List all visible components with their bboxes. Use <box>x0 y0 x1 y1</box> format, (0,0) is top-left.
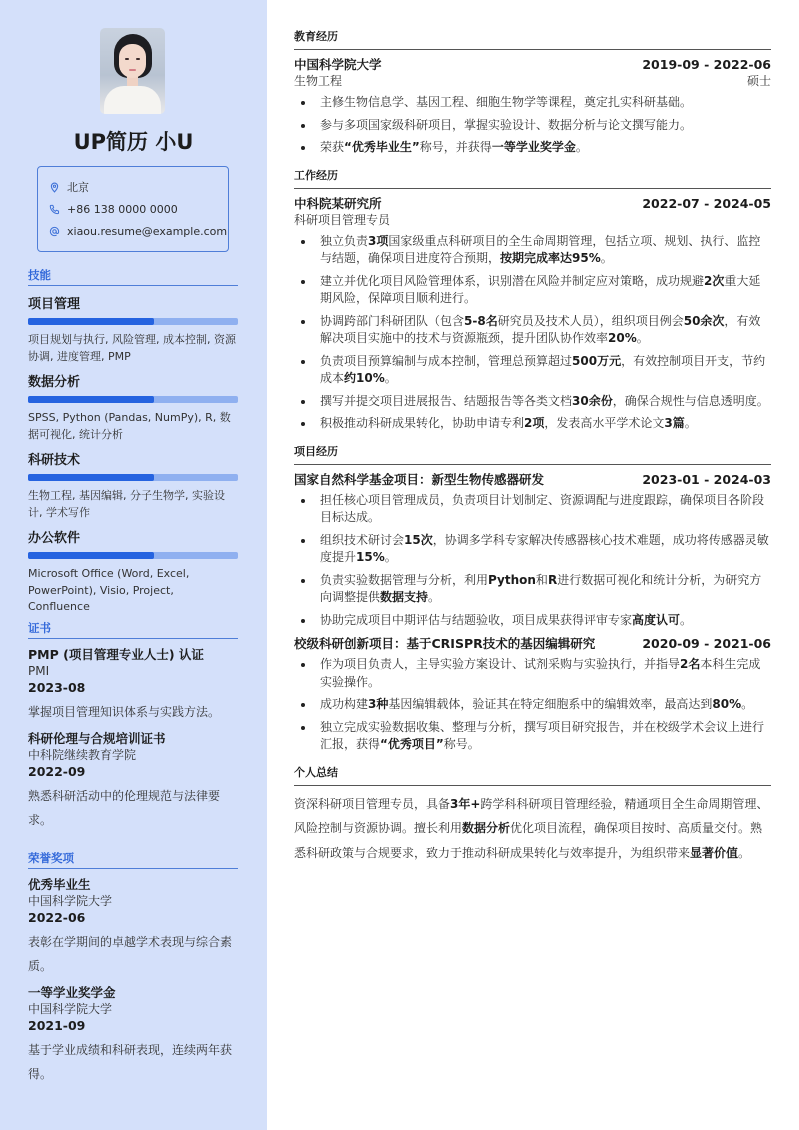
bullet-item: 作为项目负责人，主导实验方案设计、试剂采购与实验执行，并指导2名本科生完成实验操作。 <box>294 656 771 691</box>
skill-level-bar <box>28 318 238 325</box>
profile-photo <box>100 28 165 114</box>
bullet-item: 组织技术研讨会15次，协调多学科专家解决传感器核心技术难题，成功将传感器灵敏度提升15%。 <box>294 532 771 567</box>
work-dates: 2022-07 - 2024-05 <box>642 195 771 211</box>
skill-level-bar <box>28 474 238 481</box>
project-item <box>294 635 771 754</box>
honor-item: 优秀毕业生 中国科学院大学 2022-06 表彰在学期间的卓越学术表现与综合素质。 <box>28 877 233 973</box>
contact-phone-text: +86 138 0000 0000 <box>67 202 178 216</box>
candidate-name: UP简历 小U <box>73 130 194 154</box>
major: 生物工程 <box>294 74 343 88</box>
skills-heading: 技能 <box>28 267 238 286</box>
phone-icon <box>49 204 60 215</box>
bullet-item: 负责实验数据管理与分析，利用Python和R进行数据可视化和统计分析，为研究方向调整提供数据支持。 <box>294 572 771 607</box>
sidebar <box>0 0 267 1130</box>
skill-item: 科研技术 生物工程, 基因编辑, 分子生物学, 实验设计, 学术写作 <box>28 449 238 521</box>
project-title: 校级科研创新项目：基于CRISPR技术的基因编辑研究 <box>294 636 596 651</box>
bullet-item: 参与多项国家级科研项目，掌握实验设计、数据分析与论文撰写能力。 <box>294 117 771 135</box>
bullet-item: 独立完成实验数据收集、整理与分析，撰写项目研究报告，并在校级学术会议上进行汇报，获得“优秀项目”称号。 <box>294 719 771 754</box>
work-heading: 工作经历 <box>294 167 771 189</box>
skill-item: 项目管理 项目规划与执行, 风险管理, 成本控制, 资源协调, 进度管理, PMP <box>28 293 238 365</box>
bullet-item: 主修生物信息学、基因工程、细胞生物学等课程，奠定扎实科研基础。 <box>294 94 771 112</box>
project-item <box>294 471 771 630</box>
skill-level-fill <box>28 396 154 403</box>
skill-item: 办公软件 Microsoft Office (Word, Excel, PowerPoint), Visio, Project, Confluence <box>28 527 238 616</box>
certificate-item: 科研伦理与合规培训证书 中科院继续教育学院 2022-09 熟悉科研活动中的伦理规范与法律要求。 <box>28 731 221 827</box>
bullet-item: 担任核心项目管理成员，负责项目计划制定、资源调配与进度跟踪，确保项目各阶段目标达成。 <box>294 492 771 527</box>
skill-level-fill <box>28 474 154 481</box>
bullet-item: 荣获“优秀毕业生”称号，并获得一等学业奖学金。 <box>294 139 771 157</box>
contact-email[interactable] <box>49 220 228 242</box>
contact-phone[interactable] <box>49 198 228 220</box>
honors-heading: 荣誉奖项 <box>28 850 238 869</box>
education-dates: 2019-09 - 2022-06 <box>642 57 771 72</box>
summary-text: 资深科研项目管理专员，具备3年+跨学科科研项目管理经验，精通项目全生命周期管理、风险控制与资源协调。擅长利用数据分析优化项目流程，确保项目按时、高质量交付。熟悉科研政策与合规要求，致力于推动科研成果转化与效率提升，为组织带来显著价值。 <box>294 796 769 860</box>
contact-location <box>49 176 228 198</box>
contact-email-text: xiaou.resume@example.com <box>67 224 228 238</box>
bullet-item: 撰写并提交项目进展报告、结题报告等各类文档30余份，确保合规性与信息透明度。 <box>294 393 771 411</box>
skills-section <box>28 267 238 622</box>
skill-level-fill <box>28 318 154 325</box>
bullet-item: 协助完成项目中期评估与结题验收，项目成果获得评审专家高度认可。 <box>294 612 771 630</box>
work-bullets <box>294 233 771 433</box>
bullet-item: 独立负责3项国家级重点科研项目的全生命周期管理，包括立项、规划、执行、监控与结题，确保项目进度符合预期，按期完成率达95%。 <box>294 233 771 268</box>
school-name: 中国科学院大学 <box>294 57 382 72</box>
project-bullets <box>294 656 771 754</box>
location-pin-icon <box>49 182 60 193</box>
education-section <box>294 28 771 157</box>
bullet-item: 建立并优化项目风险管理体系，识别潜在风险并制定应对策略，成功规避2次重大延期风险，保障项目顺利进行。 <box>294 273 771 308</box>
projects-section <box>294 443 771 754</box>
bullet-item: 协调跨部门科研团队（包含5-8名研究员及技术人员），组织项目例会50余次，有效解决项目实施中的技术与资源瓶颈，提升团队协作效率20%。 <box>294 313 771 348</box>
projects-heading: 项目经历 <box>294 443 771 465</box>
email-at-icon <box>49 226 60 237</box>
education-heading: 教育经历 <box>294 28 771 50</box>
skill-level-fill <box>28 552 154 559</box>
project-title: 国家自然科学基金项目：新型生物传感器研发 <box>294 471 545 487</box>
project-dates: 2020-09 - 2021-06 <box>642 636 771 651</box>
contact-box <box>37 166 229 252</box>
bullet-item: 积极推动科研成果转化，协助申请专利2项，发表高水平学术论文3篇。 <box>294 415 771 433</box>
skill-level-bar <box>28 552 238 559</box>
skill-level-bar <box>28 396 238 403</box>
bullet-item: 负责项目预算编制与成本控制，管理总预算超过500万元，有效控制项目开支，节约成本约10%。 <box>294 353 771 388</box>
project-bullets <box>294 492 771 630</box>
contact-location-text: 北京 <box>67 181 89 194</box>
job-title: 科研项目管理专员 <box>294 212 391 227</box>
main-content <box>294 28 771 875</box>
certificates-heading: 证书 <box>28 620 238 639</box>
skill-item: 数据分析 SPSS, Python (Pandas, NumPy), R, 数据可视化, 统计分析 <box>28 371 238 443</box>
degree: 硕士 <box>746 74 771 88</box>
certificate-item: PMP (项目管理专业人士) 认证 PMI 2023-08 掌握项目管理知识体系与实践方法。 <box>28 647 221 719</box>
certificates-section <box>28 620 238 838</box>
honors-section <box>28 850 238 1092</box>
work-section <box>294 167 771 433</box>
project-dates: 2023-01 - 2024-03 <box>642 471 771 487</box>
education-bullets <box>294 94 771 157</box>
bullet-item: 成功构建3种基因编辑载体，验证其在特定细胞系中的编辑效率，最高达到80%。 <box>294 696 771 714</box>
honor-item: 一等学业奖学金 中国科学院大学 2021-09 基于学业成绩和科研表现，连续两年获得。 <box>28 985 233 1081</box>
employer-name: 中科院某研究所 <box>294 195 382 211</box>
summary-heading: 个人总结 <box>294 764 771 786</box>
summary-section <box>294 764 771 866</box>
